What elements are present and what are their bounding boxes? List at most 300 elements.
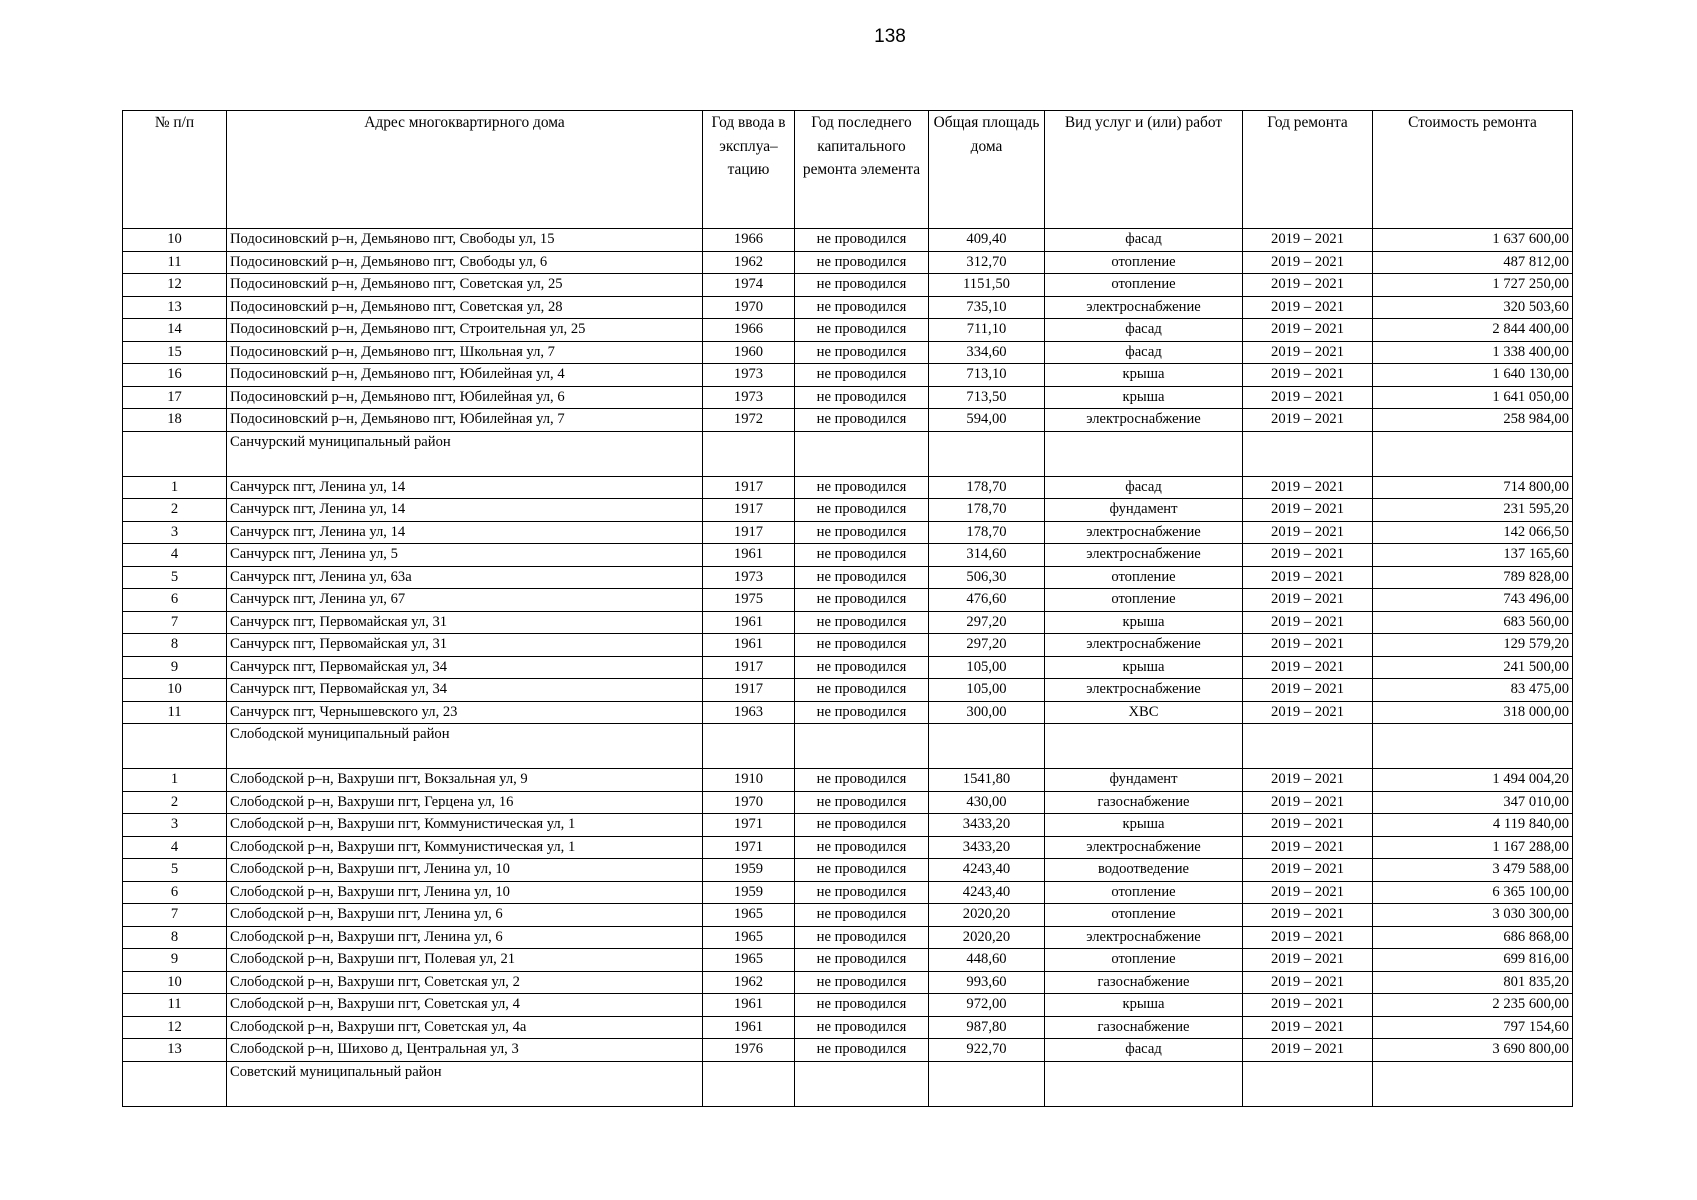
cell-area: 476,60 [929, 589, 1045, 612]
cell-year: 1965 [703, 949, 795, 972]
table-row [123, 499, 1573, 522]
cell-cost: 231 595,20 [1373, 499, 1573, 522]
cell-area: 430,00 [929, 791, 1045, 814]
cell-year: 1961 [703, 544, 795, 567]
section-row [123, 724, 1573, 769]
cell-cost: 3 030 300,00 [1373, 904, 1573, 927]
table-row [123, 296, 1573, 319]
cell-last: не проводился [795, 701, 929, 724]
cell-period: 2019 – 2021 [1243, 994, 1373, 1017]
cell-period: 2019 – 2021 [1243, 971, 1373, 994]
cell-period: 2019 – 2021 [1243, 926, 1373, 949]
cell-year: 1910 [703, 769, 795, 792]
table-row [123, 836, 1573, 859]
cell-area: 1151,50 [929, 274, 1045, 297]
cell-cost: 137 165,60 [1373, 544, 1573, 567]
cell-period: 2019 – 2021 [1243, 1016, 1373, 1039]
cell-address: Слободской р–н, Вахруши пгт, Вокзальная ул, 9 [227, 769, 703, 792]
cell-work: газоснабжение [1045, 971, 1243, 994]
cell-last: не проводился [795, 679, 929, 702]
cell-cost: 487 812,00 [1373, 251, 1573, 274]
cell-work: электроснабжение [1045, 296, 1243, 319]
cell-cost: 347 010,00 [1373, 791, 1573, 814]
cell-address: Санчурск пгт, Ленина ул, 14 [227, 476, 703, 499]
cell-year: 1966 [703, 319, 795, 342]
cell-work: электроснабжение [1045, 679, 1243, 702]
cell-area: 4243,40 [929, 859, 1045, 882]
table-row [123, 611, 1573, 634]
table-row [123, 949, 1573, 972]
cell-year: 1971 [703, 814, 795, 837]
cell-area: 713,10 [929, 364, 1045, 387]
table-row [123, 229, 1573, 252]
table-row [123, 319, 1573, 342]
cell-work: отопление [1045, 566, 1243, 589]
cell-work: электроснабжение [1045, 836, 1243, 859]
cell-work: водоотведение [1045, 859, 1243, 882]
table-row [123, 634, 1573, 657]
cell-year: 1974 [703, 274, 795, 297]
cell-cost: 318 000,00 [1373, 701, 1573, 724]
cell-work: отопление [1045, 904, 1243, 927]
cell-period: 2019 – 2021 [1243, 949, 1373, 972]
cell-work: крыша [1045, 656, 1243, 679]
cell-last: не проводился [795, 791, 929, 814]
cell-cost: 4 119 840,00 [1373, 814, 1573, 837]
cell-work: отопление [1045, 881, 1243, 904]
cell-period: 2019 – 2021 [1243, 521, 1373, 544]
cell-address: Санчурск пгт, Первомайская ул, 31 [227, 611, 703, 634]
cell-cost: 743 496,00 [1373, 589, 1573, 612]
cell-area: 105,00 [929, 656, 1045, 679]
cell-address: Слободской р–н, Вахруши пгт, Советская ул, 4 [227, 994, 703, 1017]
cell-address: Слободской р–н, Вахруши пгт, Советская ул, 4а [227, 1016, 703, 1039]
cell-last: не проводился [795, 769, 929, 792]
cell-cost: 699 816,00 [1373, 949, 1573, 972]
table-row [123, 521, 1573, 544]
cell-num: 13 [123, 1039, 227, 1062]
cell-period: 2019 – 2021 [1243, 341, 1373, 364]
cell-work: ХВС [1045, 701, 1243, 724]
cell-period: 2019 – 2021 [1243, 836, 1373, 859]
cell-last: не проводился [795, 364, 929, 387]
cell-last: не проводился [795, 341, 929, 364]
cell-area: 178,70 [929, 499, 1045, 522]
cell-num: 4 [123, 544, 227, 567]
cell-period: 2019 – 2021 [1243, 476, 1373, 499]
cell-address: Слободской р–н, Вахруши пгт, Советская ул, 2 [227, 971, 703, 994]
cell-work: крыша [1045, 994, 1243, 1017]
empty-cell [1373, 431, 1573, 476]
cell-period: 2019 – 2021 [1243, 634, 1373, 657]
cell-address: Санчурск пгт, Ленина ул, 5 [227, 544, 703, 567]
table-row [123, 994, 1573, 1017]
cell-period: 2019 – 2021 [1243, 769, 1373, 792]
cell-area: 3433,20 [929, 836, 1045, 859]
cell-address: Слободской р–н, Шихово д, Центральная ул, 3 [227, 1039, 703, 1062]
cell-num: 12 [123, 1016, 227, 1039]
cell-address: Подосиновский р–н, Демьяново пгт, Советская ул, 25 [227, 274, 703, 297]
cell-last: не проводился [795, 386, 929, 409]
cell-area: 3433,20 [929, 814, 1045, 837]
cell-period: 2019 – 2021 [1243, 386, 1373, 409]
cell-area: 506,30 [929, 566, 1045, 589]
cell-num: 12 [123, 274, 227, 297]
cell-last: не проводился [795, 274, 929, 297]
cell-work: фасад [1045, 1039, 1243, 1062]
cell-area: 105,00 [929, 679, 1045, 702]
cell-year: 1960 [703, 341, 795, 364]
cell-num: 14 [123, 319, 227, 342]
header-last-repair: Год последнего капитального ремонта элемента [795, 111, 929, 229]
cell-period: 2019 – 2021 [1243, 859, 1373, 882]
cell-area: 178,70 [929, 521, 1045, 544]
cell-last: не проводился [795, 881, 929, 904]
empty-cell [1045, 431, 1243, 476]
cell-work: электроснабжение [1045, 409, 1243, 432]
cell-cost: 1 640 130,00 [1373, 364, 1573, 387]
table-row [123, 544, 1573, 567]
cell-last: не проводился [795, 656, 929, 679]
empty-cell [1243, 431, 1373, 476]
table-row [123, 566, 1573, 589]
cell-num: 11 [123, 701, 227, 724]
cell-cost: 801 835,20 [1373, 971, 1573, 994]
cell-last: не проводился [795, 634, 929, 657]
cell-address: Подосиновский р–н, Демьяново пгт, Юбилейная ул, 4 [227, 364, 703, 387]
cell-num: 5 [123, 859, 227, 882]
cell-area: 312,70 [929, 251, 1045, 274]
table-row [123, 656, 1573, 679]
empty-cell [929, 431, 1045, 476]
cell-period: 2019 – 2021 [1243, 656, 1373, 679]
cell-work: фасад [1045, 319, 1243, 342]
cell-cost: 142 066,50 [1373, 521, 1573, 544]
cell-cost: 129 579,20 [1373, 634, 1573, 657]
table-row [123, 859, 1573, 882]
cell-num: 6 [123, 881, 227, 904]
cell-period: 2019 – 2021 [1243, 544, 1373, 567]
cell-area: 300,00 [929, 701, 1045, 724]
cell-address: Слободской р–н, Вахруши пгт, Коммунистическая ул, 1 [227, 836, 703, 859]
cell-last: не проводился [795, 1016, 929, 1039]
section-row [123, 1061, 1573, 1106]
table-row [123, 701, 1573, 724]
cell-num: 4 [123, 836, 227, 859]
cell-last: не проводился [795, 814, 929, 837]
cell-last: не проводился [795, 994, 929, 1017]
cell-area: 409,40 [929, 229, 1045, 252]
table-row [123, 679, 1573, 702]
cell-last: не проводился [795, 1039, 929, 1062]
cell-address: Санчурск пгт, Ленина ул, 63а [227, 566, 703, 589]
cell-cost: 1 338 400,00 [1373, 341, 1573, 364]
cell-work: газоснабжение [1045, 791, 1243, 814]
cell-cost: 320 503,60 [1373, 296, 1573, 319]
table-row [123, 926, 1573, 949]
cell-num: 2 [123, 791, 227, 814]
header-year-built: Год ввода в эксплуа–тацию [703, 111, 795, 229]
cell-num: 10 [123, 229, 227, 252]
header-repair-year: Год ремонта [1243, 111, 1373, 229]
cell-last: не проводился [795, 566, 929, 589]
cell-last: не проводился [795, 251, 929, 274]
cell-area: 297,20 [929, 634, 1045, 657]
cell-year: 1961 [703, 994, 795, 1017]
header-num: № п/п [123, 111, 227, 229]
cell-address: Слободской р–н, Вахруши пгт, Ленина ул, 6 [227, 904, 703, 927]
cell-last: не проводился [795, 296, 929, 319]
cell-cost: 714 800,00 [1373, 476, 1573, 499]
cell-address: Слободской р–н, Вахруши пгт, Коммунистическая ул, 1 [227, 814, 703, 837]
cell-last: не проводился [795, 229, 929, 252]
cell-cost: 797 154,60 [1373, 1016, 1573, 1039]
cell-work: электроснабжение [1045, 521, 1243, 544]
cell-year: 1917 [703, 521, 795, 544]
table-row [123, 814, 1573, 837]
cell-area: 713,50 [929, 386, 1045, 409]
cell-last: не проводился [795, 949, 929, 972]
cell-work: крыша [1045, 611, 1243, 634]
cell-period: 2019 – 2021 [1243, 814, 1373, 837]
cell-period: 2019 – 2021 [1243, 881, 1373, 904]
cell-num: 6 [123, 589, 227, 612]
cell-address: Слободской р–н, Вахруши пгт, Ленина ул, 10 [227, 881, 703, 904]
cell-period: 2019 – 2021 [1243, 296, 1373, 319]
table-row [123, 341, 1573, 364]
cell-year: 1973 [703, 386, 795, 409]
table-row [123, 769, 1573, 792]
cell-period: 2019 – 2021 [1243, 701, 1373, 724]
cell-cost: 258 984,00 [1373, 409, 1573, 432]
cell-work: газоснабжение [1045, 1016, 1243, 1039]
cell-address: Санчурск пгт, Ленина ул, 14 [227, 499, 703, 522]
table-row [123, 971, 1573, 994]
empty-cell [1045, 1061, 1243, 1106]
cell-last: не проводился [795, 499, 929, 522]
empty-cell [123, 724, 227, 769]
cell-work: отопление [1045, 251, 1243, 274]
table-row [123, 386, 1573, 409]
cell-period: 2019 – 2021 [1243, 611, 1373, 634]
cell-area: 993,60 [929, 971, 1045, 994]
cell-year: 1965 [703, 904, 795, 927]
cell-period: 2019 – 2021 [1243, 274, 1373, 297]
cell-num: 3 [123, 521, 227, 544]
cell-cost: 6 365 100,00 [1373, 881, 1573, 904]
empty-cell [1243, 724, 1373, 769]
cell-last: не проводился [795, 319, 929, 342]
cell-year: 1970 [703, 791, 795, 814]
cell-address: Слободской р–н, Вахруши пгт, Ленина ул, 10 [227, 859, 703, 882]
table-row [123, 364, 1573, 387]
cell-num: 10 [123, 679, 227, 702]
cell-num: 2 [123, 499, 227, 522]
empty-cell [703, 431, 795, 476]
cell-period: 2019 – 2021 [1243, 229, 1373, 252]
cell-area: 987,80 [929, 1016, 1045, 1039]
table-body [123, 229, 1573, 1107]
cell-address: Санчурск пгт, Чернышевского ул, 23 [227, 701, 703, 724]
cell-address: Подосиновский р–н, Демьяново пгт, Советская ул, 28 [227, 296, 703, 319]
cell-last: не проводился [795, 611, 929, 634]
cell-address: Подосиновский р–н, Демьяново пгт, Свободы ул, 15 [227, 229, 703, 252]
cell-cost: 1 727 250,00 [1373, 274, 1573, 297]
section-row [123, 431, 1573, 476]
cell-year: 1965 [703, 926, 795, 949]
cell-work: крыша [1045, 364, 1243, 387]
section-title: Слободской муниципальный район [227, 724, 703, 769]
cell-last: не проводился [795, 544, 929, 567]
table-row [123, 904, 1573, 927]
cell-address: Слободской р–н, Вахруши пгт, Герцена ул, 16 [227, 791, 703, 814]
cell-area: 314,60 [929, 544, 1045, 567]
empty-cell [929, 724, 1045, 769]
cell-year: 1917 [703, 499, 795, 522]
section-title: Санчурский муниципальный район [227, 431, 703, 476]
cell-work: фасад [1045, 341, 1243, 364]
cell-year: 1973 [703, 566, 795, 589]
cell-area: 4243,40 [929, 881, 1045, 904]
cell-work: крыша [1045, 386, 1243, 409]
table-row [123, 589, 1573, 612]
cell-period: 2019 – 2021 [1243, 679, 1373, 702]
cell-period: 2019 – 2021 [1243, 499, 1373, 522]
table-row [123, 1039, 1573, 1062]
section-title: Советский муниципальный район [227, 1061, 703, 1106]
table-row [123, 476, 1573, 499]
cell-num: 8 [123, 926, 227, 949]
cell-year: 1963 [703, 701, 795, 724]
cell-year: 1962 [703, 251, 795, 274]
table-row [123, 881, 1573, 904]
header-work-type: Вид услуг и (или) работ [1045, 111, 1243, 229]
cell-num: 17 [123, 386, 227, 409]
cell-year: 1961 [703, 634, 795, 657]
cell-num: 10 [123, 971, 227, 994]
cell-area: 297,20 [929, 611, 1045, 634]
cell-area: 2020,20 [929, 904, 1045, 927]
cell-num: 8 [123, 634, 227, 657]
cell-last: не проводился [795, 859, 929, 882]
cell-num: 18 [123, 409, 227, 432]
cell-work: фасад [1045, 229, 1243, 252]
cell-work: электроснабжение [1045, 544, 1243, 567]
empty-cell [703, 724, 795, 769]
cell-area: 922,70 [929, 1039, 1045, 1062]
cell-period: 2019 – 2021 [1243, 904, 1373, 927]
cell-cost: 241 500,00 [1373, 656, 1573, 679]
header-cost: Стоимость ремонта [1373, 111, 1573, 229]
cell-num: 9 [123, 949, 227, 972]
cell-cost: 789 828,00 [1373, 566, 1573, 589]
cell-work: фундамент [1045, 769, 1243, 792]
cell-num: 13 [123, 296, 227, 319]
cell-cost: 1 637 600,00 [1373, 229, 1573, 252]
cell-year: 1917 [703, 679, 795, 702]
cell-year: 1971 [703, 836, 795, 859]
cell-year: 1959 [703, 859, 795, 882]
cell-area: 178,70 [929, 476, 1045, 499]
cell-address: Подосиновский р–н, Демьяново пгт, Юбилейная ул, 7 [227, 409, 703, 432]
repair-table [122, 110, 1573, 1107]
cell-last: не проводился [795, 836, 929, 859]
cell-work: электроснабжение [1045, 634, 1243, 657]
empty-cell [1373, 1061, 1573, 1106]
empty-cell [1373, 724, 1573, 769]
cell-address: Подосиновский р–н, Демьяново пгт, Строительная ул, 25 [227, 319, 703, 342]
cell-work: электроснабжение [1045, 926, 1243, 949]
cell-year: 1961 [703, 611, 795, 634]
cell-area: 972,00 [929, 994, 1045, 1017]
empty-cell [1243, 1061, 1373, 1106]
cell-last: не проводился [795, 521, 929, 544]
cell-num: 3 [123, 814, 227, 837]
cell-cost: 1 167 288,00 [1373, 836, 1573, 859]
cell-area: 334,60 [929, 341, 1045, 364]
cell-cost: 3 479 588,00 [1373, 859, 1573, 882]
cell-year: 1966 [703, 229, 795, 252]
cell-year: 1917 [703, 476, 795, 499]
cell-cost: 683 560,00 [1373, 611, 1573, 634]
cell-year: 1975 [703, 589, 795, 612]
cell-year: 1973 [703, 364, 795, 387]
cell-period: 2019 – 2021 [1243, 589, 1373, 612]
empty-cell [795, 724, 929, 769]
cell-address: Санчурск пгт, Ленина ул, 14 [227, 521, 703, 544]
cell-last: не проводился [795, 904, 929, 927]
cell-year: 1959 [703, 881, 795, 904]
header-area: Общая площадь дома [929, 111, 1045, 229]
cell-address: Санчурск пгт, Первомайская ул, 31 [227, 634, 703, 657]
cell-work: крыша [1045, 814, 1243, 837]
cell-num: 7 [123, 611, 227, 634]
cell-address: Санчурск пгт, Ленина ул, 67 [227, 589, 703, 612]
cell-num: 1 [123, 769, 227, 792]
cell-address: Санчурск пгт, Первомайская ул, 34 [227, 656, 703, 679]
cell-period: 2019 – 2021 [1243, 319, 1373, 342]
empty-cell [703, 1061, 795, 1106]
cell-work: отопление [1045, 589, 1243, 612]
cell-address: Санчурск пгт, Первомайская ул, 34 [227, 679, 703, 702]
header-address: Адрес многоквартирного дома [227, 111, 703, 229]
cell-period: 2019 – 2021 [1243, 791, 1373, 814]
table-row [123, 1016, 1573, 1039]
empty-cell [795, 431, 929, 476]
cell-num: 11 [123, 251, 227, 274]
cell-area: 711,10 [929, 319, 1045, 342]
cell-num: 15 [123, 341, 227, 364]
table-row [123, 251, 1573, 274]
cell-last: не проводился [795, 589, 929, 612]
cell-num: 11 [123, 994, 227, 1017]
empty-cell [123, 1061, 227, 1106]
empty-cell [795, 1061, 929, 1106]
cell-last: не проводился [795, 926, 929, 949]
cell-area: 448,60 [929, 949, 1045, 972]
cell-area: 594,00 [929, 409, 1045, 432]
table-row [123, 409, 1573, 432]
cell-last: не проводился [795, 476, 929, 499]
cell-last: не проводился [795, 971, 929, 994]
cell-num: 9 [123, 656, 227, 679]
cell-cost: 686 868,00 [1373, 926, 1573, 949]
cell-address: Слободской р–н, Вахруши пгт, Полевая ул, 21 [227, 949, 703, 972]
cell-last: не проводился [795, 409, 929, 432]
cell-period: 2019 – 2021 [1243, 409, 1373, 432]
cell-cost: 2 844 400,00 [1373, 319, 1573, 342]
cell-cost: 1 494 004,20 [1373, 769, 1573, 792]
